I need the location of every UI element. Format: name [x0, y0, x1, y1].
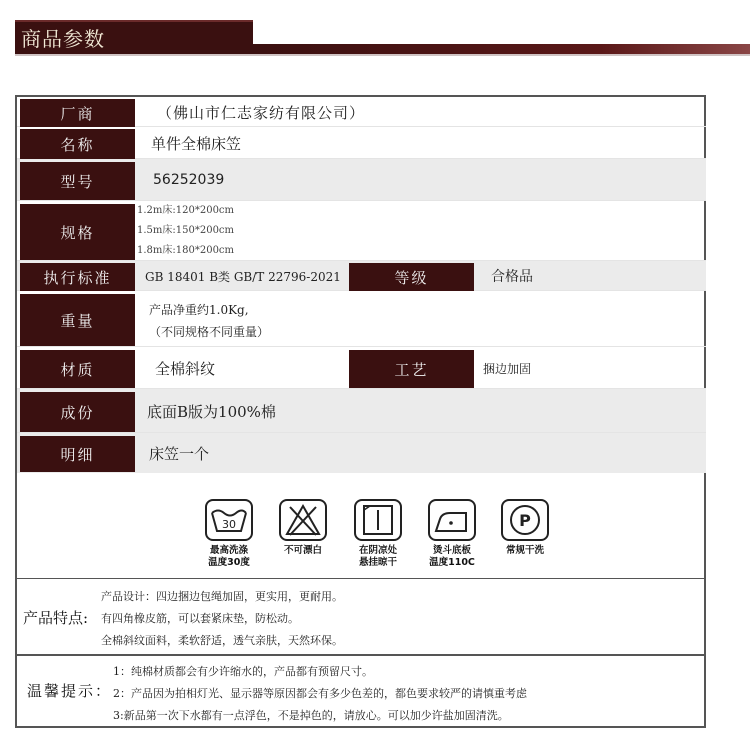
size-line: 1.8m床:180*200cm	[137, 245, 235, 256]
spec-row-composition	[17, 389, 706, 433]
dry-clean-icon	[501, 499, 549, 541]
spec-label: 执行标准	[20, 263, 135, 291]
header-underline	[15, 54, 750, 56]
caption-line: 温度110C	[429, 557, 475, 568]
wash-temp: 30	[222, 518, 236, 531]
warm-tips	[15, 655, 706, 728]
spec-label: 名称	[20, 129, 135, 159]
caption-line: 常规干洗	[505, 545, 544, 556]
section-title: 商品参数	[15, 20, 253, 54]
dry-caption	[343, 545, 413, 569]
bleach-caption	[268, 545, 338, 557]
spec-label: 材质	[20, 350, 135, 388]
feature-line: 产品设计：四边捆边包绳加固，更实用，更耐用。	[101, 590, 343, 603]
spec-value: 56252039	[153, 172, 225, 188]
spec-row-name	[17, 127, 706, 159]
caption-line: 不可漂白	[283, 545, 322, 556]
spec-row-manufacturer	[17, 97, 706, 127]
product-features	[15, 579, 706, 655]
tip-line: 1：纯棉材质都会有少许缩水的，产品都有预留尺寸。	[113, 665, 373, 678]
spec-value: 床笠一个	[149, 444, 210, 463]
spec-label: 厂商	[20, 99, 135, 127]
tip-line: 3:新品第一次下水都有一点浮色，不是掉色的，请放心。可以加少许盐加固清洗。	[113, 709, 509, 722]
wash-caption	[194, 545, 264, 569]
size-line: 1.2m床:120*200cm	[137, 205, 235, 216]
spec-row-material	[17, 347, 706, 389]
caption-line: 烫斗底板	[432, 545, 471, 556]
spec-label: 成份	[20, 392, 135, 432]
dry-clean-symbol: P	[519, 511, 531, 530]
size-list	[137, 201, 234, 261]
spec-row-detail	[17, 433, 706, 473]
spec-value: 单件全棉床笠	[151, 134, 242, 153]
features-title: 产品特点:	[23, 609, 89, 627]
spec-value-craft: 捆边加固	[483, 361, 532, 376]
spec-label-grade: 等级	[349, 263, 474, 291]
tips-title: 温馨提示：	[27, 682, 113, 700]
caption-line: 在阴凉处	[358, 545, 397, 556]
spec-label: 重量	[20, 294, 135, 346]
feature-line: 有四角橡皮筋，可以套紧床垫，防松动。	[101, 612, 299, 625]
size-line: 1.5m床:150*200cm	[137, 225, 235, 236]
wash-30-icon	[205, 499, 253, 541]
spec-row-model	[17, 159, 706, 201]
no-bleach-icon	[279, 499, 327, 541]
iron-icon	[428, 499, 476, 541]
caption-line: 最高洗涤	[209, 545, 248, 556]
spec-row-standard	[17, 261, 706, 291]
spec-value-grade: 合格品	[491, 269, 533, 285]
hang-dry-shade-icon	[354, 499, 402, 541]
feature-line: 全棉斜纹面料，柔软舒适，透气亲肤，天然环保。	[101, 634, 343, 647]
spec-label: 规格	[20, 204, 135, 260]
iron-caption	[417, 545, 487, 569]
spec-value: （佛山市仁志家纺有限公司）	[157, 103, 366, 122]
spec-label: 型号	[20, 162, 135, 200]
tip-line: 2：产品因为拍相灯光、显示器等原因都会有多少色差的，都色要求较严的请慎重考虑	[113, 687, 527, 700]
spec-row-weight	[17, 291, 706, 347]
dry-clean-caption	[490, 545, 560, 557]
header-rule	[253, 44, 750, 54]
spec-label: 明细	[20, 436, 135, 472]
spec-table	[15, 95, 706, 473]
caption-line: 悬挂晾干	[358, 557, 397, 568]
spec-label-craft: 工艺	[349, 350, 474, 388]
spec-value: 底面B版为100%棉	[147, 402, 276, 421]
weight-line: （不同规格不同重量）	[149, 325, 270, 339]
weight-line: 产品净重约1.0Kg,	[149, 303, 249, 317]
spec-row-size	[17, 201, 706, 261]
caption-line: 温度30度	[208, 557, 250, 568]
spec-value: GB 18401 B类 GB/T 22796-2021	[145, 269, 341, 284]
weight-text	[149, 299, 269, 343]
spec-value: 全棉斜纹	[155, 359, 216, 378]
care-symbols	[15, 473, 706, 579]
